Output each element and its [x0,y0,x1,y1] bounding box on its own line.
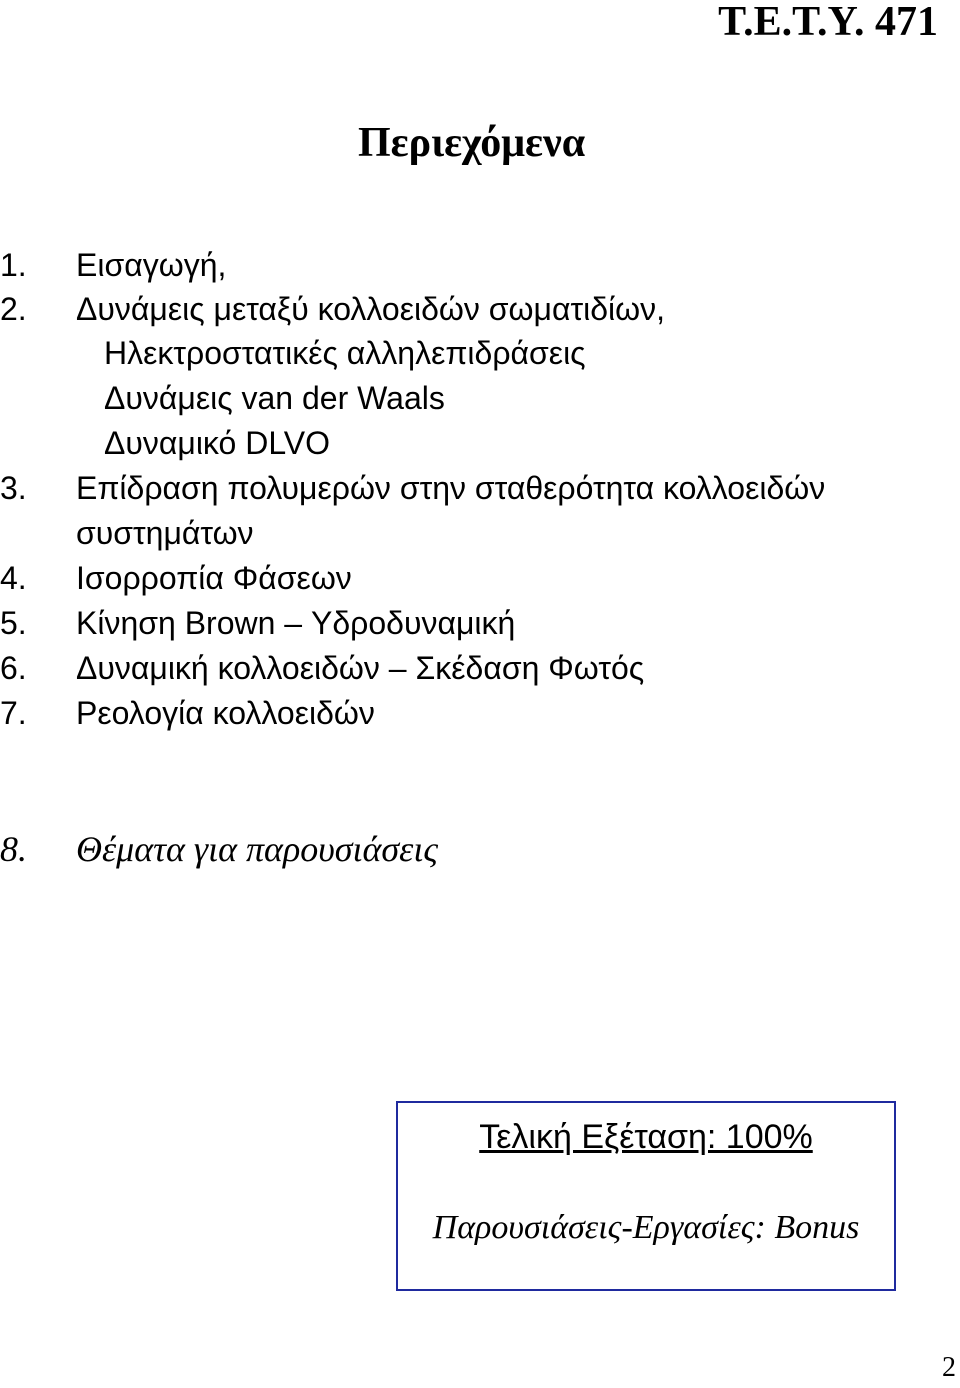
item-text: Ρεολογία κολλοειδών [76,695,375,731]
item-number: 5. [0,605,27,641]
item-text-continuation: συστημάτων [76,515,254,551]
item-number: 6. [0,650,27,686]
subitem-text: Δυναμικό DLVO [104,425,330,461]
subitem-text: Δυνάμεις van der Waals [104,380,445,416]
item-text: Δυναμική κολλοειδών – Σκέδαση Φωτός [76,650,645,686]
subitem-text: Ηλεκτροστατικές αλληλεπιδράσεις [104,335,586,371]
final-exam-weight: Τελική Εξέταση: 100% [479,1118,813,1156]
page-title: Περιεχόμενα [358,120,586,166]
presentations-weight: Παρουσιάσεις-Εργασίες: Bonus [432,1209,860,1246]
item-text: Θέματα για παρουσιάσεις [76,829,438,869]
item-number: 2. [0,291,27,327]
item-number: 1. [0,247,27,283]
course-code: Τ.Ε.Τ.Υ. 471 [718,0,938,45]
item-number: 3. [0,470,27,506]
item-text: Επίδραση πολυμερών στην σταθερότητα κολλοειδών [76,470,826,506]
page-number: 2 [942,1352,956,1383]
item-text: Δυνάμεις μεταξύ κολλοειδών σωματιδίων, [76,291,665,327]
item-text: Ισορροπία Φάσεων [76,560,352,596]
item-number: 4. [0,560,27,596]
item-text: Κίνηση Brown – Υδροδυναμική [76,605,516,641]
item-number: 8. [0,829,27,869]
item-text: Εισαγωγή, [76,247,227,283]
item-number: 7. [0,695,27,731]
grading-box [396,1101,896,1291]
